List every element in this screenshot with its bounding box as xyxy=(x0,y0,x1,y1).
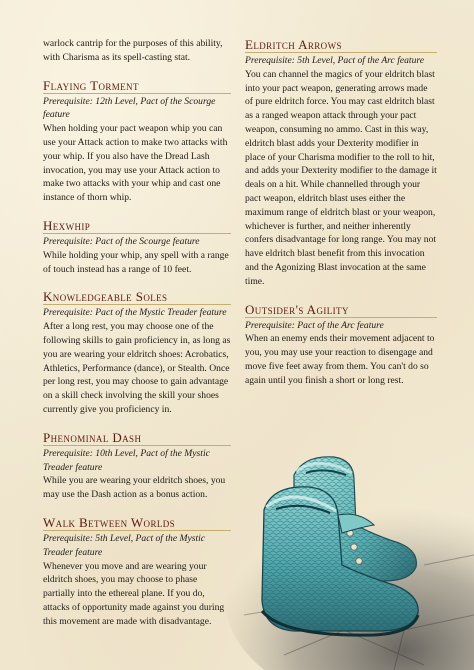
feature-prerequisite: Prerequisite: 5th Level, Pact of the Arc feature xyxy=(245,55,425,66)
feature-title: Flaying Torment xyxy=(43,78,231,94)
feature-prerequisite: Prerequisite: Pact of the Mystic Treader feature xyxy=(43,307,227,319)
feature-walk-between-worlds xyxy=(43,515,231,629)
feature-prerequisite: Prerequisite: 10th Level, Pact of the Mystic Treader feature xyxy=(43,447,210,473)
feature-title: Knowledgeable Soles xyxy=(43,289,231,305)
feature-title: Phenominal Dash xyxy=(43,430,231,446)
feature-prerequisite: Prerequisite: Pact of the Arc feature xyxy=(245,319,384,331)
feature-text: You can channel the magics of your eldritch blast into your pact weapon, generating arrows made of pure eldritch force. You may cast eldritch blast as a ranged weapon attack through your pact weapon, consuming no ammo. Cast in this way, eldritch blast adds your Dexterity modifier in place of your Charisma modifier to the roll to hit, and adds your Dexterity modifier to the damage it deals on a hit. While channelled through your pact weapon, eldritch blast uses either the maximum range of eldritch blast or your weapon, whichever is further, and neither inherently confers disadvantage for long range. You may not have eldritch blast benefit from this invocation and the Agonizing Blast invocation at the same time. xyxy=(245,68,437,287)
feature-text: Whenever you move and are wearing your eldritch shoes, you may choose to phase partially into the ethereal plane. If you do, attacks of opportunity made against you during this movement are made with disadvantage. xyxy=(43,560,225,627)
feature-text: After a long rest, you may choose one of the following skills to gain proficiency in, as long as you are wearing your eldritch shoes: Acrobatics, Athletics, Performance (dance), or Stealth. Once per long rest, you may choose to gain advantage on a skill check involving the skill your shoes currently give you proficiency in. xyxy=(43,321,231,415)
feature-knowledgeable-soles xyxy=(43,289,231,416)
feature-flaying-torment xyxy=(43,78,231,205)
feature-text: While holding your whip, any spell with a range of touch instead has a range of 10 feet. xyxy=(43,249,229,275)
feature-text: When holding your pact weapon whip you can use your Attack action to make two attacks with your whip. If you also have the Dread Lash invocation, you may use your Attack action to make two attacks with your whip and cast one instance of thorn whip. xyxy=(43,123,228,204)
feature-phenominal-dash xyxy=(43,430,231,502)
feature-title: Eldritch Arrows xyxy=(245,37,437,53)
intro-paragraph: warlock cantrip for the purposes of this ability, with Charisma as its spell-casting stat. xyxy=(43,38,223,63)
right-column xyxy=(245,37,437,401)
feature-title: Outsider's Agility xyxy=(245,302,437,318)
eldritch-shoes-illustration xyxy=(224,415,474,670)
feature-prerequisite: Prerequisite: 12th Level, Pact of the Scourge feature xyxy=(43,95,216,121)
feature-eldritch-arrows xyxy=(245,37,437,289)
feature-title: Walk Between Worlds xyxy=(43,515,231,531)
feature-outsiders-agility xyxy=(245,302,437,388)
feature-prerequisite: Prerequisite: Pact of the Scourge feature xyxy=(43,235,200,247)
left-column xyxy=(43,37,231,642)
feature-title: Hexwhip xyxy=(43,218,231,234)
feature-hexwhip xyxy=(43,218,231,276)
feature-text: While you are wearing your eldritch shoes, you may use the Dash action as a bonus action. xyxy=(43,475,226,501)
feature-text: When an enemy ends their movement adjacent to you, you may use your reaction to disengage and move five feet away from them. You can't do so again until you finish a short or long rest. xyxy=(245,333,435,386)
feature-prerequisite: Prerequisite: 5th Level, Pact of the Mystic Treader feature xyxy=(43,532,206,558)
